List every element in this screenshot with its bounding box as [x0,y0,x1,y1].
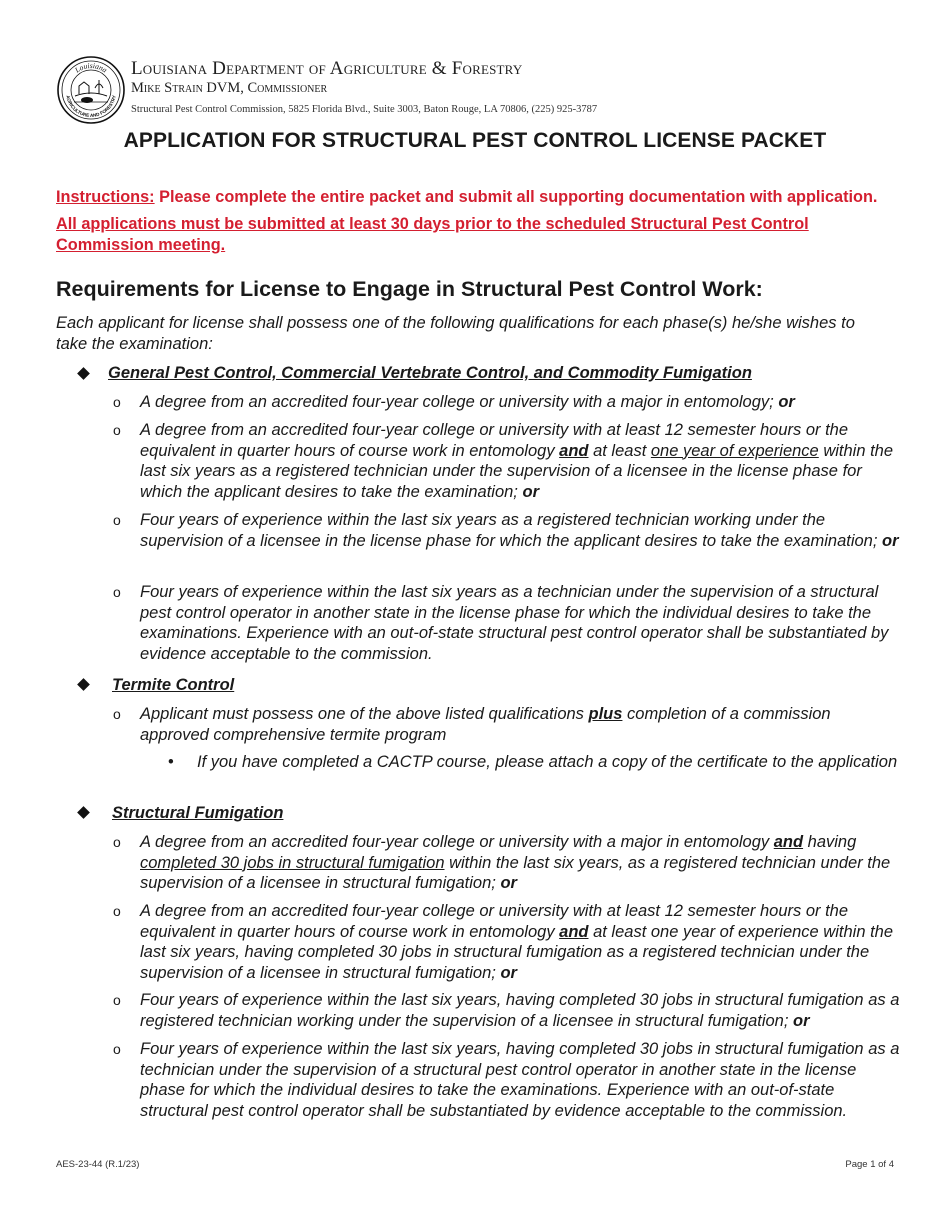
diamond-bullet-icon [77,367,90,380]
agency-name: Louisiana Department of Agriculture & Forestry [131,58,523,79]
diamond-bullet-icon [77,806,90,819]
svg-text:AGRICULTURE AND FORESTRY: AGRICULTURE AND FORESTRY [65,94,117,119]
commissioner-name: Mike Strain DVM, Commissioner [131,80,328,96]
deadline-text: All applications must be submitted at least 30 days prior to the scheduled Structural Pest Control Commission meeting. [56,215,809,254]
agency-header [131,58,597,117]
category-termite-control: Termite Control [112,676,235,694]
instructions-line [56,187,894,208]
category-general-pest-control: General Pest Control, Commercial Vertebrate Control, and Commodity Fumigation [108,364,752,382]
diamond-bullet-icon [77,678,90,691]
page-number: Page 1 of 4 [845,1159,894,1170]
agency-address: Structural Pest Control Commission, 5825 Florida Blvd., Suite 3003, Baton Rouge, LA 70806, (225) 925-3787 [131,104,598,115]
requirements-intro: Each applicant for license shall possess one of the following qualifications for each phase(s) he/she wishes to take the examination: [56,314,855,353]
department-seal-logo [57,56,125,124]
svg-text:Louisiana: Louisiana [73,60,109,75]
deadline-notice [56,214,830,255]
document-page: Louisiana AGRICULTURE AND FORESTRY Louisiana Department of Agriculture & Forestry Mike Strain DVM, Commissioner Structural Pest Control Commission, 5825 Florida Blvd., Suite 3003, Baton Rouge, LA 70806, (225) 925-3787 APPLICATION FOR STRUCTURAL PEST CONTROL LICENSE PACKET Instructions: Please complete the entire packet and submit all supporting documentation with application. All applications must be submitted at least 30 days prior to the scheduled Structural Pest Control Commission meeting. Requirements for License to Engage in Structural Pest Control Work: Each applicant for license shall possess one of the following qualifications for each phase(s) he/she wishes to take the examination: General Pest Control, Commercial Vertebrate Control, and Commodity Fumigation o A degree from an accredited four-year college or university with a major in entomology; or o A degree from an accredited four-year college or university with at least 12 semester hours or the equivalent in quarter hours of course work in entomology and at least one year of experience within the last six years as a registered technician under the supervision of a licensee in the license phase for which the applicant desires to take the examination; or o Four years of experience within the last six years as a registered technician working under the supervision of a licensee in the license phase for which the applicant desires to take the examination; or o Four years of experience within the last six years as a technician under the supervision of a structural pest control operator in another state in the license phase for which the individual desires to take the examinations. Experience with an out-of-state structural pest control operator shall be substantiated by evidence acceptable to the commission. Termite Control o Applicant must possess one of the above listed qualifications plus completion of a commission approved comprehensive termite program • If you have completed a CACTP course, please attach a copy of the certificate to the application Structural Fumigation o A degree from an accredited four-year college or university with a major in entomology and having completed 30 jobs in structural fumigation within the last six years, as a registered technician under the supervision of a licensee in structural fumigation; or o A degree from an accredited four-year college or university with at least 12 semester hours or the equivalent in quarter hours of course work in entomology and at least one year of experience within the last six years, having completed 30 jobs in structural fumigation as a registered technician under the supervision of a licensee in structural fumigation; or o Four years of experience within the last six years, having completed 30 jobs in structural fumigation as a registered technician working under the supervision of a licensee in structural fumigation; or o Four years of experience within the last six years, having completed 30 jobs in structural fumigation as a technician under the supervision of a structural pest control operator in another state in the license phase for which the individual desires to take the examinations. Experience with an out-of-state structural pest control operator shall be substantiated by evidence acceptable to the commission. AES-23-44 (R.1/23) Page 1 of 4 [0,0,950,1230]
category-structural-fumigation: Structural Fumigation [112,804,284,822]
instructions-label: Instructions: [56,188,155,206]
requirements-heading: Requirements for License to Engage in Structural Pest Control Work: [56,277,763,301]
form-number: AES-23-44 (R.1/23) [56,1159,140,1170]
instructions-text: Please complete the entire packet and submit all supporting documentation with application. [154,188,878,206]
page-title: APPLICATION FOR STRUCTURAL PEST CONTROL LICENSE PACKET [123,129,827,152]
